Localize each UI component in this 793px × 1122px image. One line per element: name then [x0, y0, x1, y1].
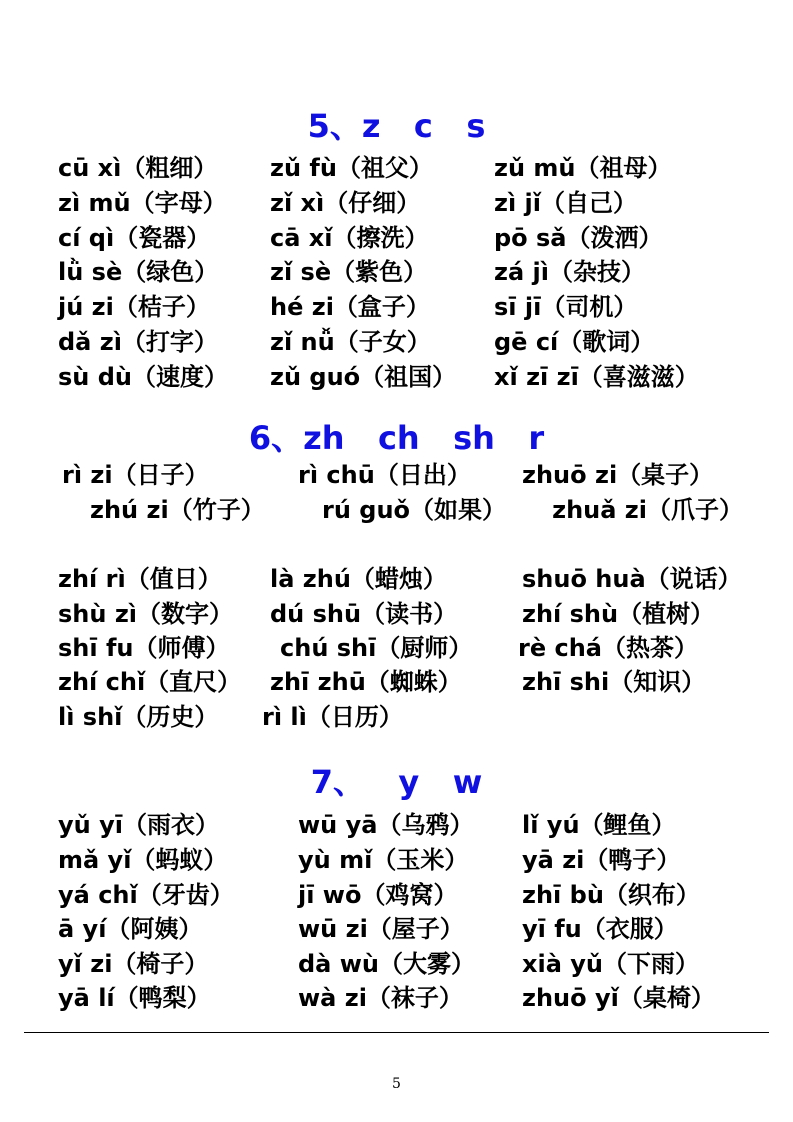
word-6-6-2: zhī zhū（蜘蛛）	[270, 668, 462, 696]
word-6-4-1: shù zì（数字）	[58, 600, 234, 628]
word-7-5-3: xià yǔ（下雨）	[522, 950, 699, 978]
word-5-4-3: zá jì（杂技）	[494, 258, 645, 286]
word-5-7-3: xǐ zī zī（喜滋滋）	[494, 363, 699, 391]
word-6-6-3: zhī shi（知识）	[522, 668, 706, 696]
word-6-4-2: dú shū（读书）	[270, 600, 458, 628]
word-5-1-2: zǔ fù（祖父）	[270, 154, 433, 182]
word-6-3-3: shuō huà（说话）	[522, 565, 742, 593]
footer-divider	[24, 1032, 769, 1033]
word-7-2-2: yù mǐ（玉米）	[298, 846, 469, 874]
word-7-3-1: yá chǐ（牙齿）	[58, 881, 234, 909]
word-5-1-3: zǔ mǔ（祖母）	[494, 154, 672, 182]
word-5-6-1: dǎ zì（打字）	[58, 328, 218, 356]
word-5-5-1: jú zi（桔子）	[58, 293, 210, 321]
word-6-6-1: zhí chǐ（直尺）	[58, 668, 242, 696]
word-6-1-3: zhuō zi（桌子）	[522, 461, 714, 489]
word-6-1-2: rì chū（日出）	[298, 461, 471, 489]
word-5-4-2: zǐ sè（紫色）	[270, 258, 428, 286]
word-5-2-3: zì jǐ（自己）	[494, 189, 638, 217]
word-7-3-3: zhī bù（织布）	[522, 881, 700, 909]
word-6-7-1: lì shǐ（历史）	[58, 703, 219, 731]
word-5-1-1: cū xì（粗细）	[58, 154, 218, 182]
word-7-4-3: yī fu（衣服）	[522, 915, 678, 943]
page-number: 5	[392, 1076, 401, 1092]
section-7-heading: 7、 y w	[310, 763, 483, 801]
word-6-1-1: rì zi（日子）	[62, 461, 209, 489]
word-5-2-2: zǐ xì（仔细）	[270, 189, 421, 217]
word-7-4-1: ā yí（阿姨）	[58, 915, 203, 943]
section-6-heading: 6、zh ch sh r	[248, 419, 545, 457]
word-6-3-2: là zhú（蜡烛）	[270, 565, 447, 593]
word-7-1-1: yǔ yī（雨衣）	[58, 811, 219, 839]
word-5-3-2: cā xǐ（擦洗）	[270, 224, 429, 252]
word-6-4-3: zhí shù（植树）	[522, 600, 715, 628]
section-5-heading: 5、z c s	[307, 107, 486, 145]
word-5-7-2: zǔ guó（祖国）	[270, 363, 457, 391]
word-7-6-3: zhuō yǐ（桌椅）	[522, 984, 715, 1012]
word-7-5-2: dà wù（大雾）	[298, 950, 475, 978]
word-5-3-1: cí qì（瓷器）	[58, 224, 211, 252]
word-7-2-1: mǎ yǐ（蚂蚁）	[58, 846, 228, 874]
word-7-3-2: jī wō（鸡窝）	[298, 881, 458, 909]
word-7-1-3: lǐ yú（鲤鱼）	[522, 811, 676, 839]
word-7-6-1: yā lí（鸭梨）	[58, 984, 211, 1012]
word-5-3-3: pō sǎ（泼洒）	[494, 224, 663, 252]
word-6-2-1: zhú zi（竹子）	[90, 496, 265, 524]
word-6-2-2: rú guǒ（如果）	[322, 496, 507, 524]
word-7-5-1: yǐ zi（椅子）	[58, 950, 209, 978]
word-5-5-2: hé zi（盒子）	[270, 293, 430, 321]
word-5-7-1: sù dù（速度）	[58, 363, 228, 391]
word-5-5-3: sī jī（司机）	[494, 293, 638, 321]
word-5-4-1: lǜ sè（绿色）	[58, 258, 219, 286]
word-6-5-2: chú shī（厨师）	[280, 634, 473, 662]
word-6-5-3: rè chá（热茶）	[518, 634, 698, 662]
word-6-5-1: shī fu（师傅）	[58, 634, 230, 662]
word-5-2-1: zì mǔ（字母）	[58, 189, 227, 217]
word-7-1-2: wū yā（乌鸦）	[298, 811, 474, 839]
word-6-2-3: zhuǎ zi（爪子）	[552, 496, 743, 524]
word-7-6-2: wà zi（袜子）	[298, 984, 463, 1012]
word-7-4-2: wū zi（屋子）	[298, 915, 464, 943]
word-7-2-3: yā zi（鸭子）	[522, 846, 681, 874]
word-5-6-3: gē cí（歌词）	[494, 328, 655, 356]
word-5-6-2: zǐ nǚ（子女）	[270, 328, 431, 356]
word-6-7-2: rì lì（日历）	[262, 703, 403, 731]
word-6-3-1: zhí rì（值日）	[58, 565, 222, 593]
